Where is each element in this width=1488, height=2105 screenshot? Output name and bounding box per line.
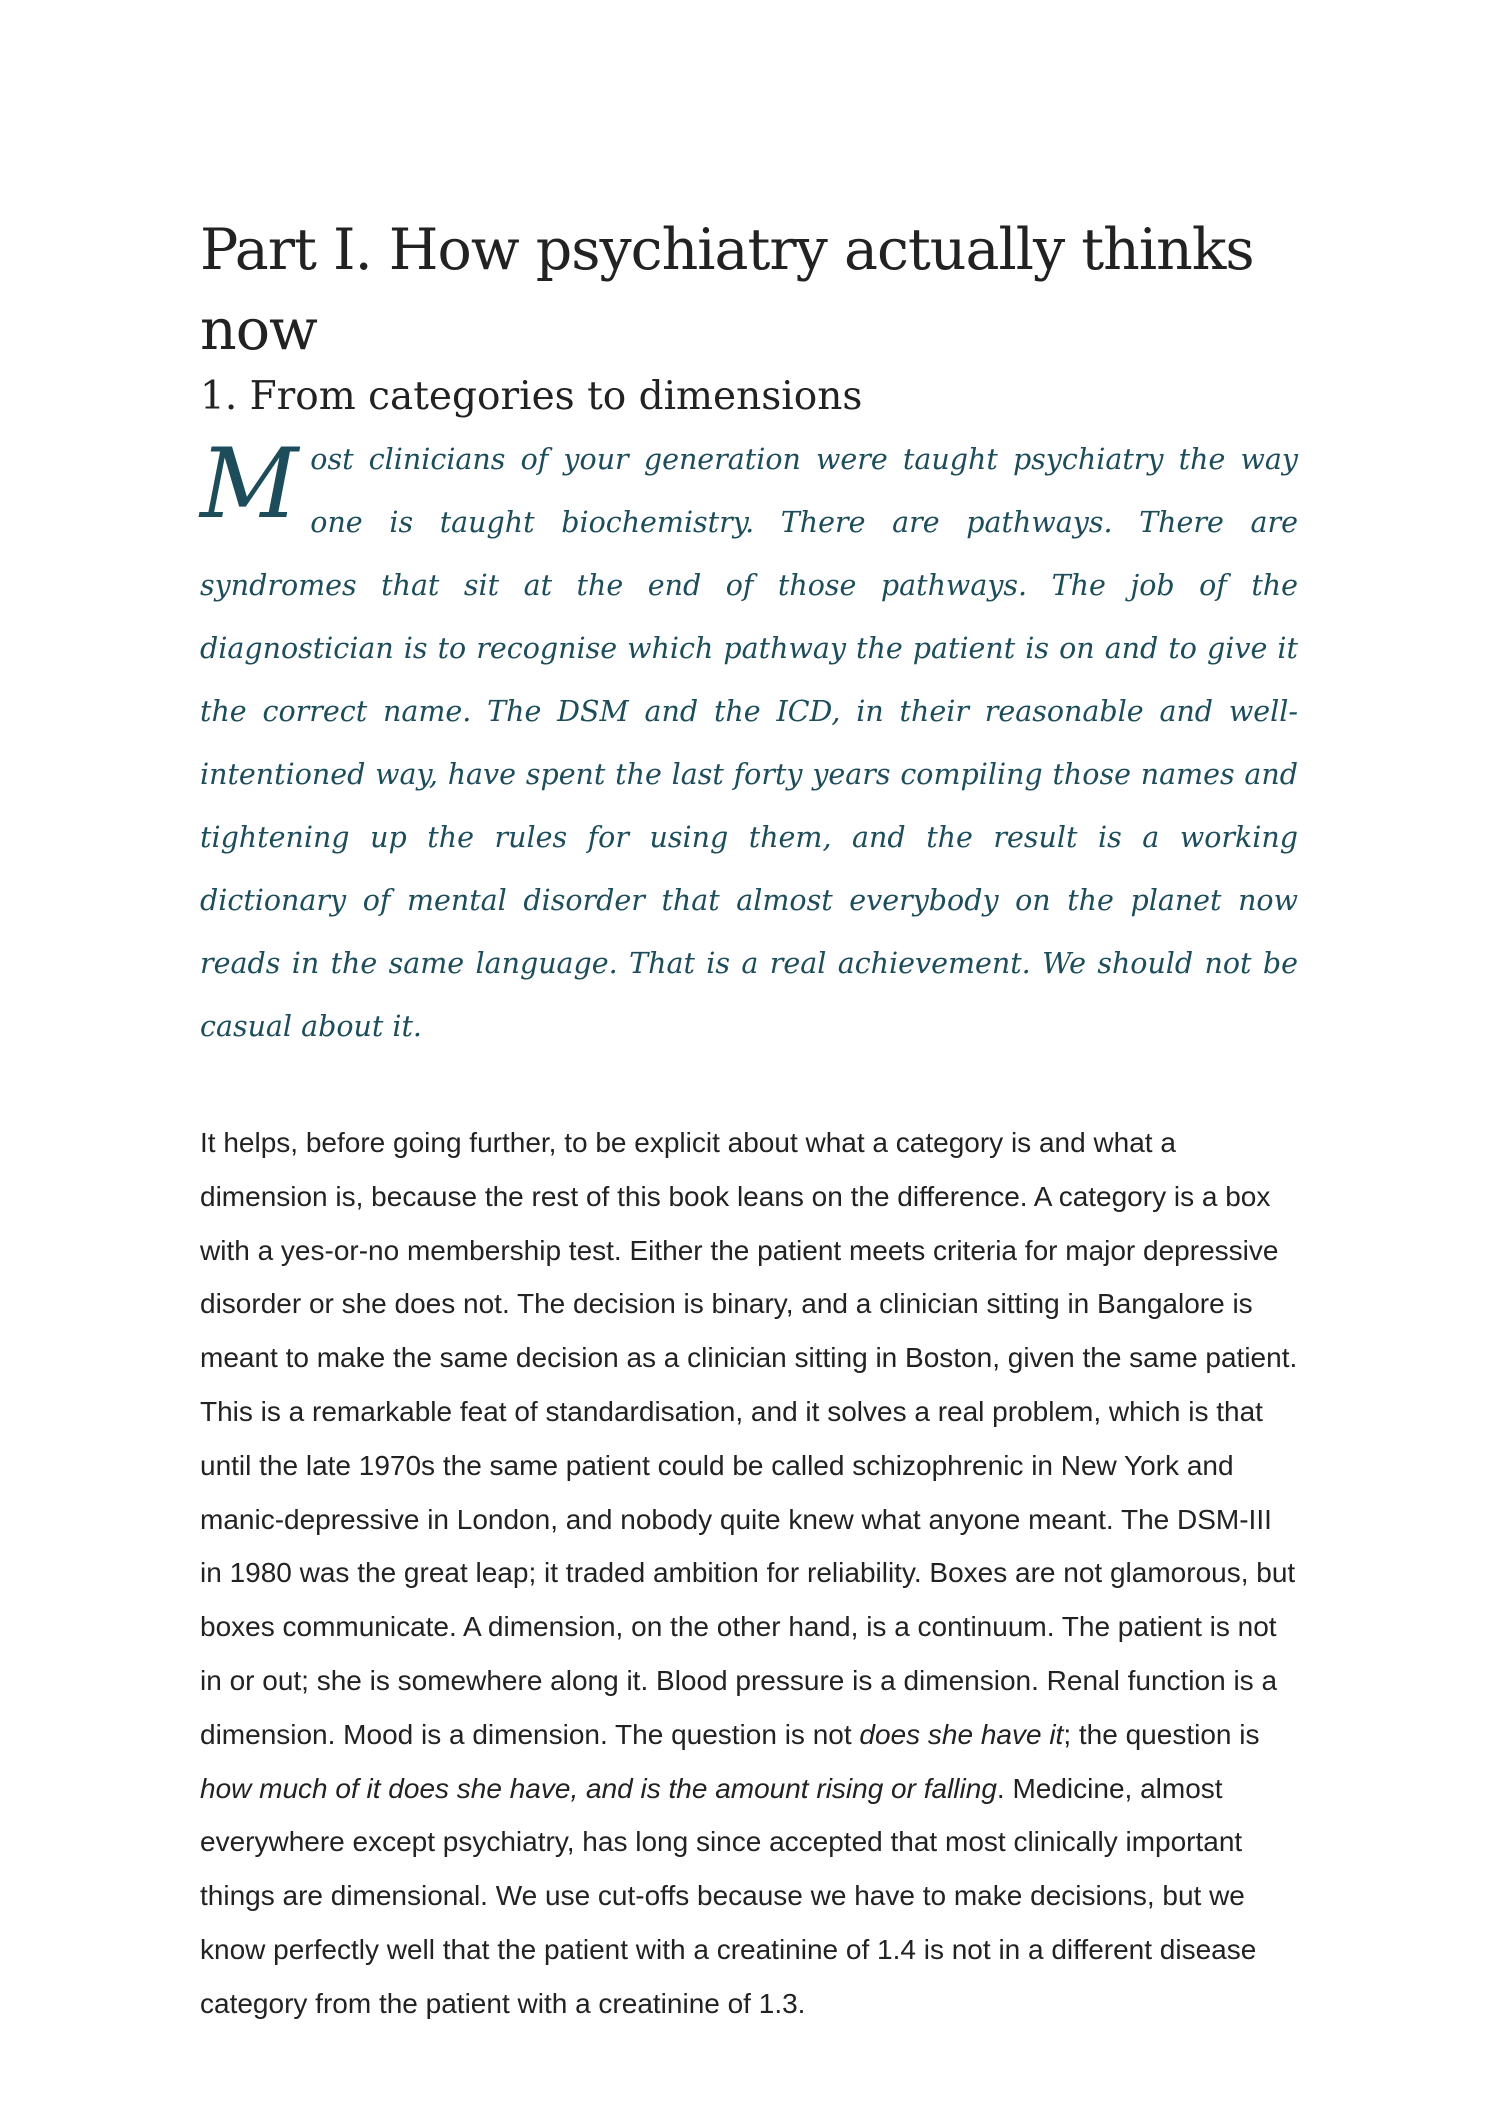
intro-paragraph (200, 428, 1298, 1058)
body-emphasis-1: does she have it (859, 1718, 1064, 1750)
body-text-3: . Medicine, almost everywhere except psychiatry, has long since accepted that most clinically important things are dimensional. We use cut-offs because we have to make decisions, but we know perfectly well that the patient with a creatinine of 1.4 is not in a different disease category from the patient with a creatinine of 1.3. (200, 1772, 1257, 2019)
chapter-title: 1. From categories to dimensions (200, 374, 863, 419)
body-emphasis-2: how much of it does she have, and is the amount rising or falling (200, 1772, 997, 1804)
document-page (200, 210, 1300, 2031)
part-title: Part I. How psychiatry actually thinks now (200, 217, 1254, 363)
drop-cap: M (200, 428, 299, 540)
body-text-1: It helps, before going further, to be explicit about what a category is and what a dimension is, because the rest of this book leans on the difference. A category is a box with a yes-or-no membership test. Either the patient meets criteria for major depressive disorder or she does not. The decision is binary, and a clinician sitting in Bangalore is meant to make the same decision as a clinician sitting in Boston, given the same patient. This is a remarkable feat of standardisation, and it solves a real problem, which is that until the late 1970s the same patient could be called schizophrenic in New York and manic-depressive in London, and nobody quite knew what anyone meant. The DSM-III in 1980 was the great leap; it traded ambition for reliability. Boxes are not glamorous, but boxes communicate. A dimension, on the other hand, is a continuum. The patient is not in or out; she is somewhere along it. Blood pressure is a dimension. Renal function is a dimension. Mood is a dimension. The question is not (200, 1127, 1298, 1750)
body-paragraph (200, 1116, 1300, 2031)
body-text-2: ; the question is (1063, 1718, 1260, 1750)
intro-text: ost clinicians of your generation were taught psychiatry the way one is taught biochemistry. There are pathways. There are syndromes that sit at the end of those pathways. The job of the diagnostician is to recognise which pathway the patient is on and to give it the correct name. The DSM and the ICD, in their reasonable and well-intentioned way, have spent the last forty years compiling those names and tightening up the rules for using them, and the result is a working dictionary of mental disorder that almost everybody on the planet now reads in the same language. That is a real achievement. We should not be casual about it. (200, 443, 1298, 1043)
